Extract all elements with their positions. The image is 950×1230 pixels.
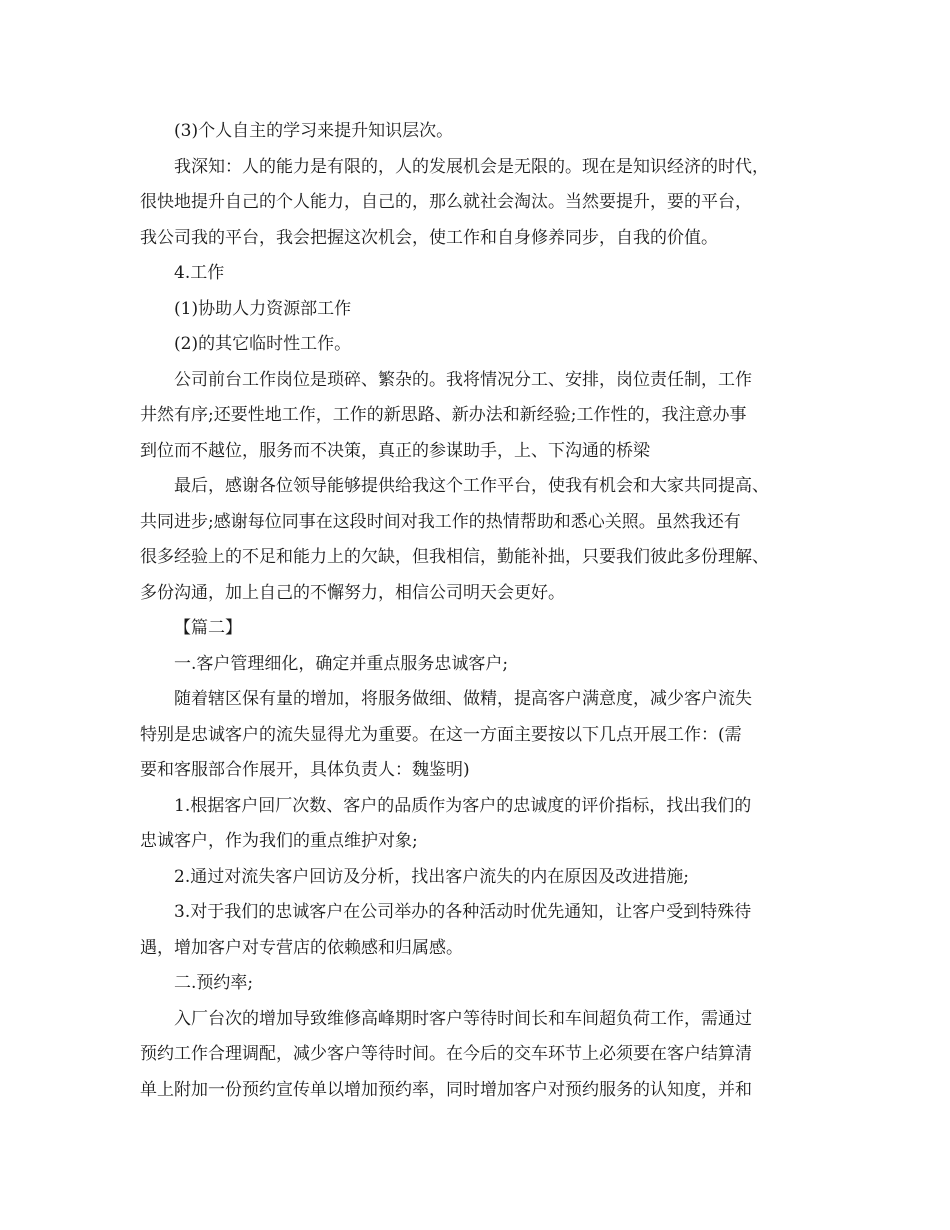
- list-item: 3.对于我们的忠诚客户在公司举办的各种活动时优先通知，让客户受到特殊待: [174, 902, 752, 922]
- section-heading: 4.工作: [174, 263, 225, 283]
- text-line: 要和客服部合作展开，具体负责人：魏鉴明): [140, 760, 470, 780]
- text-line: 到位而不越位，服务而不决策，真正的参谋助手，上、下沟通的桥梁: [140, 440, 650, 461]
- text-line: 最后，感谢各位领导能够提供给我这个工作平台，使我有机会和大家共同提高、: [174, 476, 769, 496]
- text-line: 我深知：人的能力是有限的，人的发展机会是无限的。现在是知识经济的时代，: [174, 156, 769, 177]
- text-line: 很快地提升自己的个人能力，自己的，那么就社会淘汰。当然要提升，要的平台，: [140, 192, 752, 212]
- text-line: 遇，增加客户对专营店的依赖感和归属感。: [140, 937, 463, 958]
- section-heading: 一.客户管理细化，确定并重点服务忠诚客户;: [174, 653, 509, 674]
- list-item: (1)协助人力资源部工作: [174, 298, 352, 319]
- text-line: 我公司我的平台，我会把握这次机会，使工作和自身修养同步，自我的价值。: [140, 227, 718, 248]
- text-line: 公司前台工作岗位是琐碎、繁杂的。我将情况分工、安排，岗位责任制，工作: [174, 369, 752, 390]
- list-item: (2)的其它临时性工作。: [174, 334, 352, 354]
- text-line: 忠诚客户，作为我们的重点维护对象;: [140, 831, 418, 851]
- text-line: (3)个人自主的学习来提升知识层次。: [174, 121, 454, 141]
- text-line: 入厂台次的增加导致维修高峰期时客户等待时间长和车间超负荷工作，需通过: [174, 1008, 752, 1029]
- list-item: 2.通过对流失客户回访及分析，找出客户流失的内在原因及改进措施;: [174, 866, 689, 887]
- document-body: [140, 114, 830, 1108]
- text-line: 很多经验上的不足和能力上的欠缺，但我相信，勤能补拙，只要我们彼此多份理解、: [140, 547, 769, 567]
- text-line: 预约工作合理调配，减少客户等待时间。在今后的交车环节上必须要在客户结算清: [140, 1044, 752, 1064]
- text-line: 共同进步;感谢每位同事在这段时间对我工作的热情帮助和悉心关照。虽然我还有: [140, 511, 741, 532]
- section-heading: 二.预约率;: [174, 973, 254, 993]
- text-line: 单上附加一份预约宣传单以增加预约率，同时增加客户对预约服务的认知度，并和: [140, 1079, 752, 1100]
- text-line: 特别是忠诚客户的流失显得尤为重要。在这一方面主要按以下几点开展工作：(需: [140, 724, 742, 745]
- part-heading: 【篇二】: [174, 618, 242, 638]
- list-item: 1.根据客户回厂次数、客户的品质作为客户的忠诚度的评价指标，找出我们的: [174, 795, 752, 816]
- text-line: 井然有序;还要性地工作，工作的新思路、新办法和新经验;工作性的，我注意办事: [140, 405, 747, 425]
- text-line: 多份沟通，加上自己的不懈努力，相信公司明天会更好。: [140, 582, 565, 603]
- text-line: 随着辖区保有量的增加，将服务做细、做精，提高客户满意度，减少客户流失: [174, 689, 752, 709]
